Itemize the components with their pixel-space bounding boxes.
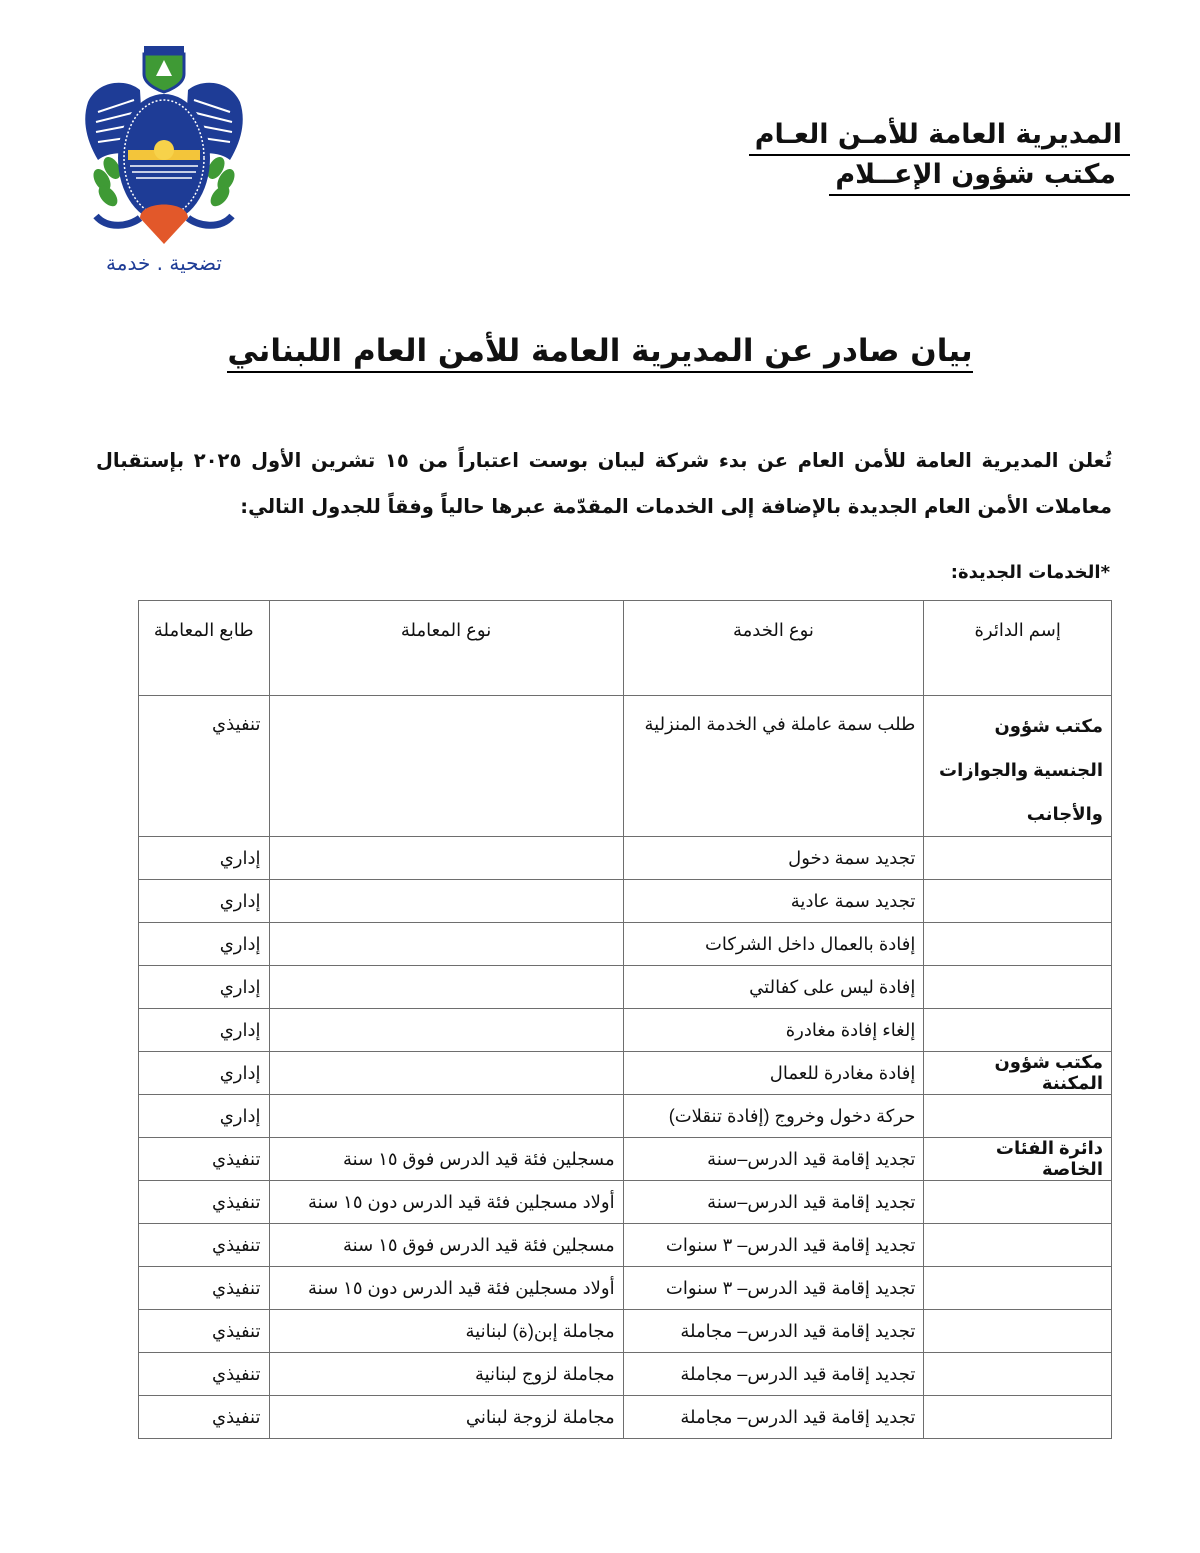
table-row [139, 1095, 1112, 1138]
cell-service-type: تجديد إقامة قيد الدرس– مجاملة [623, 1396, 924, 1439]
new-services-label: *الخدمات الجديدة: [950, 562, 1110, 583]
cell-transaction-type [269, 1095, 623, 1138]
organization-header [749, 118, 1130, 196]
cell-transaction-nature: تنفيذي [139, 1138, 270, 1181]
office-name: مكتب شؤون الإعــلام [829, 158, 1130, 196]
table-row [139, 1181, 1112, 1224]
cell-transaction-nature: تنفيذي [139, 1310, 270, 1353]
table-row [139, 1138, 1112, 1181]
header-transaction-nature: طابع المعاملة [139, 601, 270, 696]
cell-transaction-nature: إداري [139, 923, 270, 966]
cell-service-type: تجديد إقامة قيد الدرس– ٣ سنوات [623, 1267, 924, 1310]
table-row [139, 923, 1112, 966]
cell-department [924, 880, 1112, 923]
cell-service-type: تجديد سمة عادية [623, 880, 924, 923]
cell-transaction-nature: تنفيذي [139, 1267, 270, 1310]
cell-transaction-type [269, 880, 623, 923]
cell-transaction-type [269, 1009, 623, 1052]
table-row [139, 1396, 1112, 1439]
cell-transaction-type: مسجلين فئة قيد الدرس فوق ١٥ سنة [269, 1138, 623, 1181]
cell-service-type: تجديد سمة دخول [623, 837, 924, 880]
cell-department [924, 966, 1112, 1009]
cell-transaction-nature: تنفيذي [139, 1353, 270, 1396]
cell-service-type: تجديد إقامة قيد الدرس– ٣ سنوات [623, 1224, 924, 1267]
org-name: المديرية العامة للأمـن العـام [749, 118, 1130, 156]
table-row [139, 880, 1112, 923]
cell-department [924, 1095, 1112, 1138]
cell-service-type: تجديد إقامة قيد الدرس– مجاملة [623, 1353, 924, 1396]
table-row [139, 1052, 1112, 1095]
cell-department: مكتب شؤون الجنسية والجوازات والأجانب [924, 696, 1112, 837]
cell-department [924, 1009, 1112, 1052]
cell-transaction-nature: تنفيذي [139, 1224, 270, 1267]
intro-paragraph: تُعلن المديرية العامة للأمن العام عن بدء شركة ليبان بوست اعتباراً من ١٥ تشرين الأول ٢٠٢٥ بإستقبال معاملات الأمن العام الجديدة بالإضافة إلى الخدمات المقدّمة عبرها حالياً وفقاً للجدول التالي: [96, 448, 1113, 518]
header-transaction-type: نوع المعاملة [269, 601, 623, 696]
cell-transaction-type [269, 966, 623, 1009]
cell-service-type: طلب سمة عاملة في الخدمة المنزلية [623, 696, 924, 837]
cell-transaction-nature: إداري [139, 837, 270, 880]
cell-transaction-nature: تنفيذي [139, 1181, 270, 1224]
table-row [139, 696, 1112, 837]
cell-service-type: إفادة مغادرة للعمال [623, 1052, 924, 1095]
cell-department [924, 1181, 1112, 1224]
cell-transaction-type [269, 1052, 623, 1095]
header-service-type: نوع الخدمة [623, 601, 924, 696]
statement-title: بيان صادر عن المديرية العامة للأمن العام اللبناني [227, 333, 972, 373]
table-body [139, 696, 1112, 1439]
cell-department [924, 923, 1112, 966]
table-header-row [139, 601, 1112, 696]
cell-transaction-nature: إداري [139, 966, 270, 1009]
cell-transaction-type [269, 837, 623, 880]
cell-transaction-nature: إداري [139, 1009, 270, 1052]
cell-transaction-type: مجاملة لزوجة لبناني [269, 1396, 623, 1439]
cell-transaction-type: أولاد مسجلين فئة قيد الدرس دون ١٥ سنة [269, 1181, 623, 1224]
cell-department [924, 1396, 1112, 1439]
cell-department [924, 1267, 1112, 1310]
cell-transaction-type: أولاد مسجلين فئة قيد الدرس دون ١٥ سنة [269, 1267, 623, 1310]
general-security-emblem-icon [78, 40, 250, 280]
cell-service-type: إفادة ليس على كفالتي [623, 966, 924, 1009]
cell-transaction-nature: تنفيذي [139, 696, 270, 837]
header-department: إسم الدائرة [924, 601, 1112, 696]
services-table [138, 600, 1112, 1439]
cell-service-type: تجديد إقامة قيد الدرس–سنة [623, 1138, 924, 1181]
sun-icon [154, 140, 174, 160]
cell-service-type: تجديد إقامة قيد الدرس–سنة [623, 1181, 924, 1224]
cell-department: مكتب شؤون المكننة [924, 1052, 1112, 1095]
cell-department [924, 1224, 1112, 1267]
cell-transaction-type [269, 923, 623, 966]
cell-transaction-type: مسجلين فئة قيد الدرس فوق ١٥ سنة [269, 1224, 623, 1267]
table-row [139, 1310, 1112, 1353]
table-row [139, 1009, 1112, 1052]
cell-service-type: إفادة بالعمال داخل الشركات [623, 923, 924, 966]
cell-transaction-nature: إداري [139, 880, 270, 923]
cell-transaction-type: مجاملة إبن(ة) لبنانية [269, 1310, 623, 1353]
cell-department [924, 1353, 1112, 1396]
table-row [139, 1353, 1112, 1396]
cell-transaction-nature: إداري [139, 1052, 270, 1095]
table-row [139, 1224, 1112, 1267]
emblem-graphic [78, 40, 250, 280]
ornament-icon [140, 205, 188, 245]
statement-title-block [0, 333, 1200, 369]
cell-department [924, 1310, 1112, 1353]
cell-department [924, 837, 1112, 880]
table-row [139, 966, 1112, 1009]
cell-transaction-type: مجاملة لزوج لبنانية [269, 1353, 623, 1396]
cell-transaction-nature: تنفيذي [139, 1396, 270, 1439]
cell-department: دائرة الفئات الخاصة [924, 1138, 1112, 1181]
cell-service-type: إلغاء إفادة مغادرة [623, 1009, 924, 1052]
emblem-motto: تضحية . خدمة [106, 251, 222, 275]
cell-service-type: تجديد إقامة قيد الدرس– مجاملة [623, 1310, 924, 1353]
table-row [139, 837, 1112, 880]
cell-transaction-nature: إداري [139, 1095, 270, 1138]
cell-transaction-type [269, 696, 623, 837]
table-row [139, 1267, 1112, 1310]
cell-service-type: حركة دخول وخروج (إفادة تنقلات) [623, 1095, 924, 1138]
